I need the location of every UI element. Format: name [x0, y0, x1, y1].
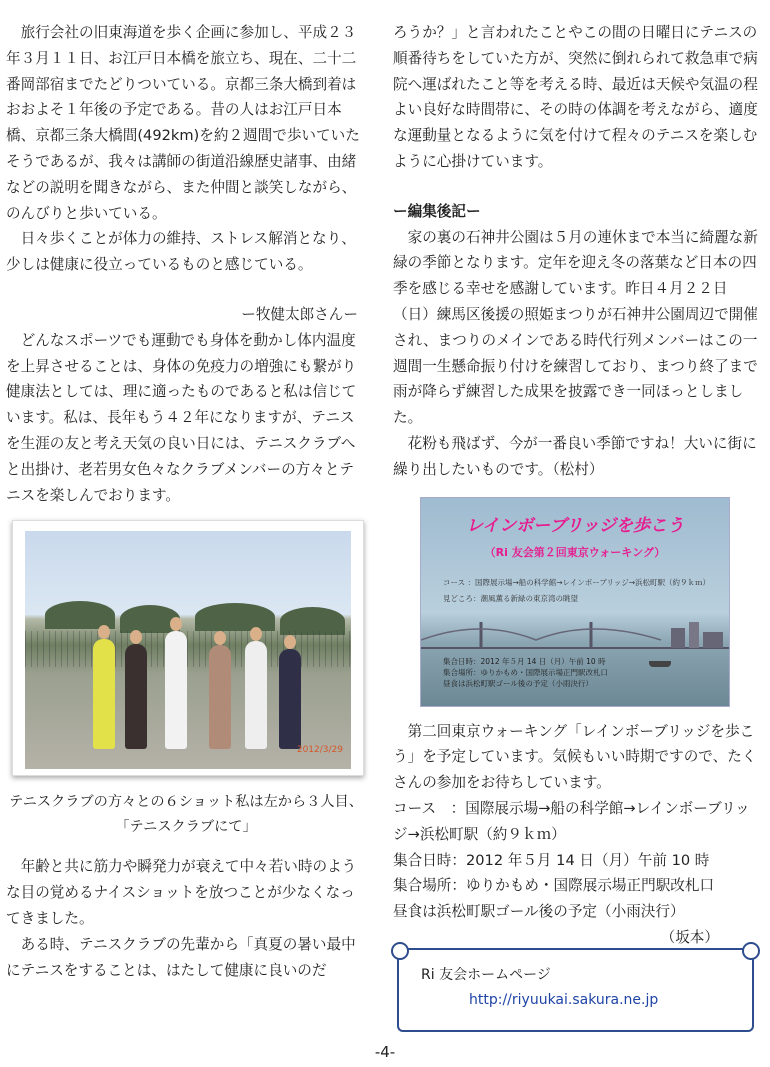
right-column [393, 20, 759, 951]
left-column [6, 20, 366, 983]
tennis-photo-image [25, 531, 351, 769]
article-paragraph: 第二回東京ウォーキング「レインボーブリッジを歩こう」を予定しています。気候もいい時期ですので、たくさんの参加をお待ちしています。 [393, 722, 757, 792]
homepage-link[interactable]: http://riyuukai.sakura.ne.jp [469, 992, 659, 1008]
photo-caption: テニスクラブの方々との６ショット私は左から３人目、 「テニスクラブにて」 [9, 794, 363, 836]
poster-subtitle: （Ri 友会第２回東京ウォーキング） [484, 545, 666, 559]
event-place: 集合場所：ゆりかもめ・国際展示場正門駅改札口 [393, 877, 715, 895]
event-date: 集合日時：2012 年５月 14 日（月）午前 10 時 [393, 851, 710, 869]
poster-title: レインボーブリッジを歩こう [466, 515, 684, 536]
article-paragraph: 家の裏の石神井公園は５月の連休まで本当に綺麗な新緑の季節となります。定年を迎え冬の落葉など日本の四季を感じる幸せを感謝しています。昨日４月２２日（日）練馬区後援の照姫まつりが石神井公園周辺で開催され、まつりのメインである時代行列メンバーはこの一週間一生懸命振り付けを練習しており、まつり終了まで雨が降らず練習した成果を披露でき一同ほっとしました。 [393, 228, 758, 427]
event-course: コース ：国際展示場→船の科学館→レインボーブリッジ→浜松町駅（約９ｋｍ） [393, 799, 750, 843]
walking-event-poster [420, 497, 730, 707]
boat [649, 661, 671, 667]
article-paragraph: ある時、テニスクラブの先輩から「真夏の暑い最中にテニスをすることは、はたして健康に良いのだ [6, 935, 356, 979]
homepage-box [397, 948, 754, 1032]
article-paragraph: 花粉も飛ばず、今が一番良い季節ですね！大いに街に繰り出したいものです。（松村） [393, 434, 757, 478]
photo-date-stamp: 2012/3/29 [296, 744, 343, 755]
section-heading: ー編集後記ー [393, 202, 481, 220]
tennis-photo [12, 520, 364, 776]
article-paragraph: どんなスポーツでも運動でも身体を動かし体内温度を上昇させることは、身体の免疫力の増強にも繋がり健康法としては、理に適ったものであると私は信じています。私は、長年もう４２年になりますが、テニスを生涯の友と考え天気の良い日には、テニスクラブへと出掛け、老若男女色々なクラブメンバーの方々とテニスを楽しんでおります。 [6, 331, 357, 504]
author-signature: （坂本） [660, 928, 719, 946]
article-paragraph: 旅行会社の旧東海道を歩く企画に参加し、平成２３年３月１１日、お江戸日本橋を旅立ち、現在、二十二番岡部宿までたどりついている。京都三条大橋到着はおおよそ１年後の予定である。昔の人はお江戸日本橋、京都三条大橋間(492km)を約２週間で歩いていたそうであるが、我々は講師の街道沿線歴史諸事、由緒などの説明を聞きながら、また仲間と談笑しながら、のんびりと歩いている。 [6, 24, 360, 222]
page-number: -4- [374, 1043, 396, 1061]
poster-info: 集合日時：2012 年５月 14 日（月）午前 10 時 集合場所：ゆりかもめ・国際展示場正門駅改札口 昼食は浜松町駅ゴール後の予定（小雨決行） [443, 656, 608, 688]
poster-course: コース ：国際展示場→船の科学館→レインボーブリッジ→浜松町駅（約９ｋｍ） [443, 577, 711, 587]
article-paragraph: ろうか？」と言われたことやこの間の日曜日にテニスの順番待ちをしていた方が、突然に倒れられて救急車で病院へ運ばれたこと等を考える時、最近は天候や気温の程よい良好な時間帯に、その時の体調を考えながら、適度な運動量となるように気を付けて程々のテニスを楽しむように心掛けています。 [393, 24, 758, 170]
event-lunch: 昼食は浜松町駅ゴール後の予定（小雨決行） [393, 903, 685, 921]
article-paragraph: 日々歩くことが体力の維持、ストレス解消となり、少しは健康に役立っているものと感じている。 [6, 230, 356, 274]
bridge-graphic [421, 618, 729, 658]
poster-highlight: 見どころ：潮風薫る新緑の東京湾の眺望 [443, 593, 578, 603]
homepage-title: Ri 友会ホームページ [421, 967, 551, 983]
author-signature: ー牧健太郎さんー [241, 305, 358, 323]
article-paragraph: 年齢と共に筋力や瞬発力が衰えて中々若い時のような目の覚めるナイスショットを放つことが少なくなってきました。 [6, 858, 357, 927]
